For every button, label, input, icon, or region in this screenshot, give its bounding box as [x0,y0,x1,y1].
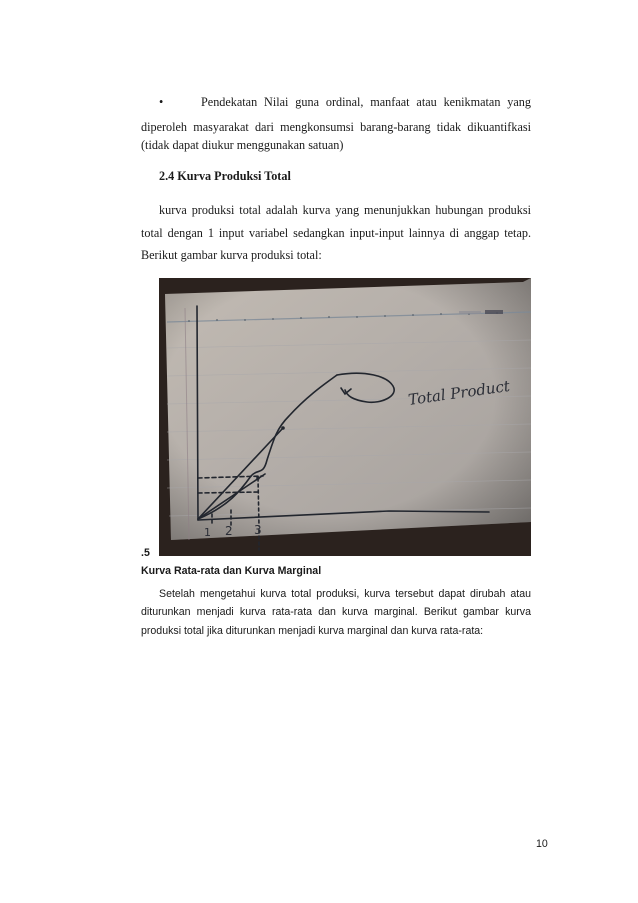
total-product-curve-photo [159,278,531,556]
caption-number: .5 [141,547,150,559]
paragraph2-line-2: total dengan 1 input variabel sedangkan input-input lainnya di anggap tetap. [141,226,531,240]
page-number: 10 [536,838,548,850]
handwritten-label: Total Product [407,376,511,409]
paragraph1-line-2: diperoleh masyarakat dari mengkonsumsi barang-barang tidak dikuantifkasi [141,120,531,134]
bullet-text-line-1: Pendekatan Nilai guna ordinal, manfaat atau kenikmatan yang [201,95,531,109]
paragraph1-line-3: (tidak dapat diukur menggunakan satuan) [141,138,344,152]
axis-mark-2: 2 [225,524,233,538]
caption-title: Kurva Rata-rata dan Kurva Marginal [141,565,322,577]
paragraph3-line-1: Setelah mengetahui kurva total produksi, kurva tersebut dapat dirubah atau [159,588,531,600]
section-heading: 2.4 Kurva Produksi Total [159,169,291,183]
y-axis [197,306,198,520]
axis-mark-3: 3 [254,523,262,537]
bullet-marker: • [159,95,164,109]
paragraph2-line-3: Berikut gambar kurva produksi total: [141,248,322,262]
paragraph3-line-2: diturunkan menjadi kurva rata-rata dan kurva marginal. Berikut gambar kurva [141,606,531,618]
paragraph2-line-1: kurva produksi total adalah kurva yang menunjukkan hubungan produksi [159,203,531,217]
paragraph3-line-3: produksi total jika diturunkan menjadi kurva marginal dan kurva rata-rata: [141,625,484,637]
axis-mark-1: 1 [204,526,211,539]
